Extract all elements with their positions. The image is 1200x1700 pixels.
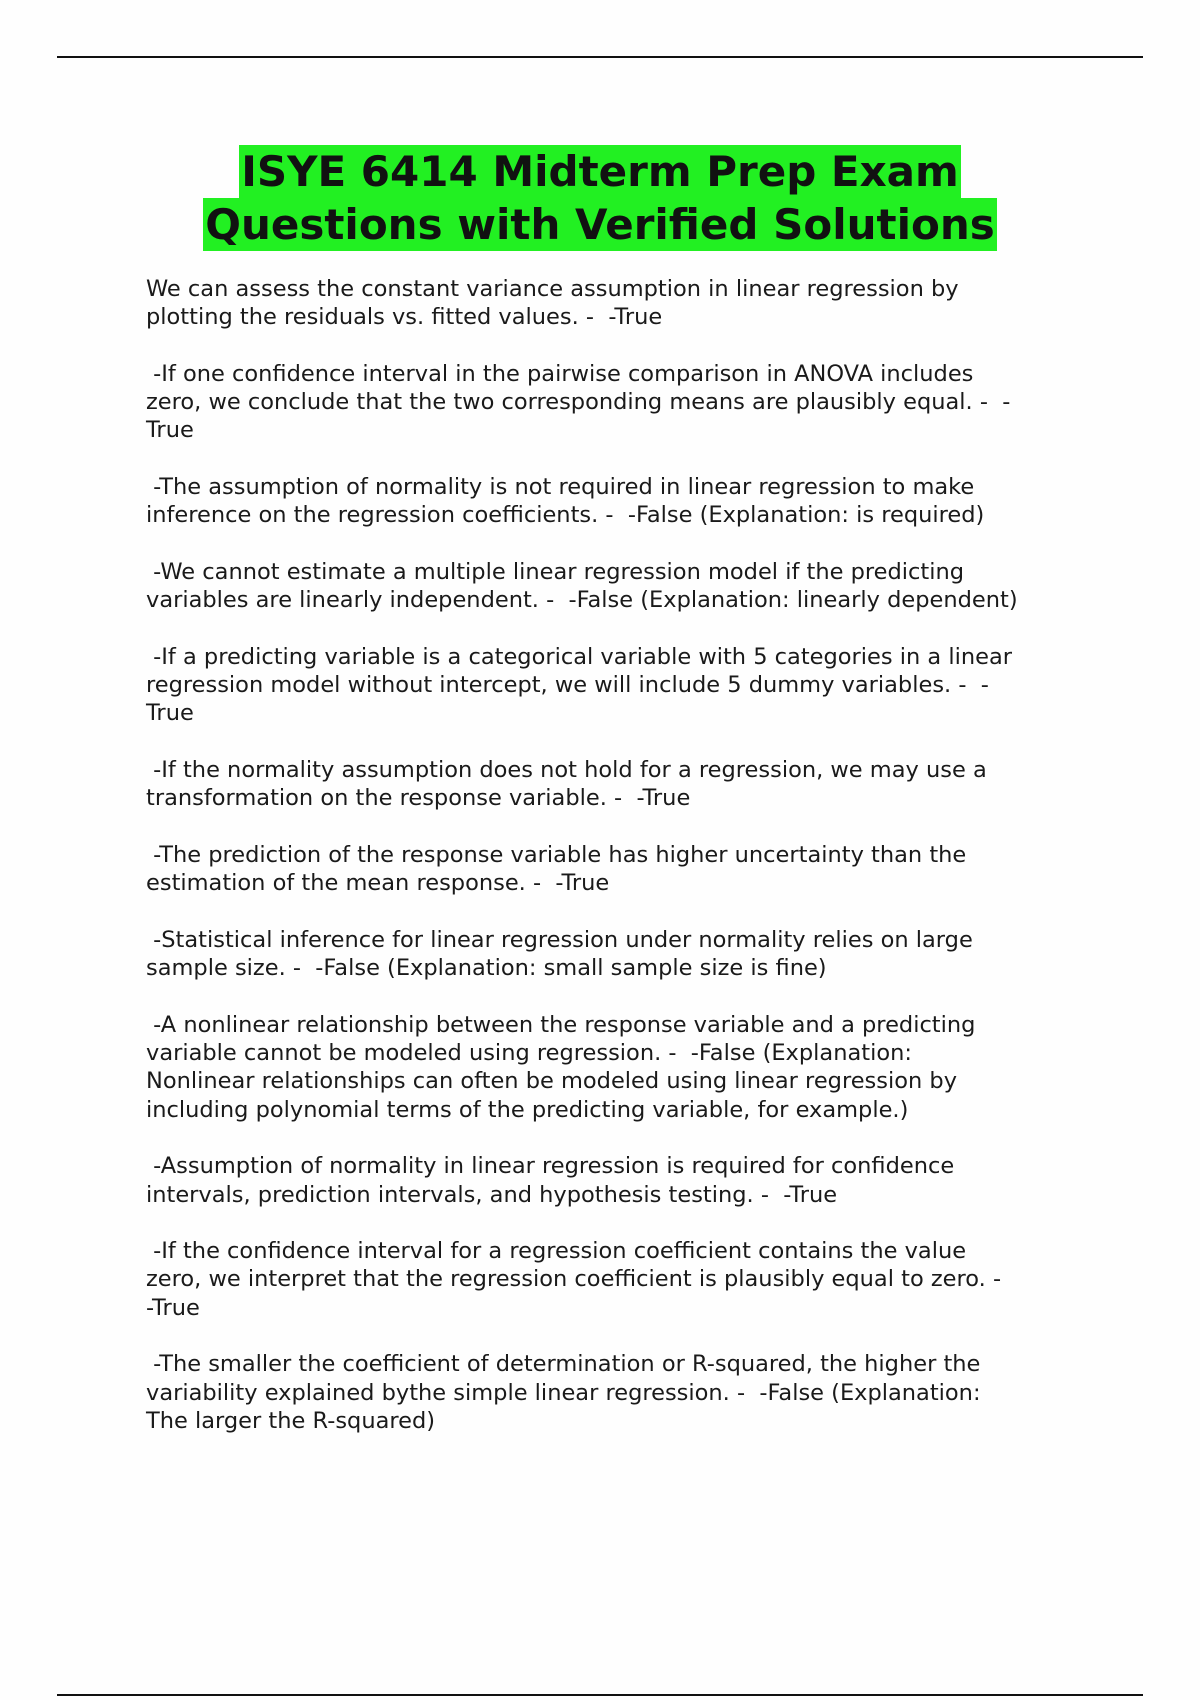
qa-line: -We cannot estimate a multiple linear regression model if the predicting: [146, 558, 965, 585]
qa-item: [146, 1350, 1096, 1435]
qa-line: We can assess the constant variance assumption in linear regression by: [146, 276, 959, 302]
qa-line: -Statistical inference for linear regression under normality relies on large: [146, 926, 973, 953]
title-line-1: ISYE 6414 Midterm Prep Exam: [241, 147, 959, 196]
qa-line: inference on the regression coefficients. - -False (Explanation: is required): [146, 502, 985, 529]
qa-item: [146, 360, 1096, 445]
qa-line: sample size. - -False (Explanation: small sample size is fine): [146, 955, 827, 982]
qa-line: estimation of the mean response. - -True: [146, 870, 610, 897]
qa-line: zero, we conclude that the two corresponding means are plausibly equal. - -: [146, 389, 1011, 416]
top-rule: [57, 56, 1143, 58]
qa-list: [146, 275, 1096, 1463]
qa-line: -The assumption of normality is not required in linear regression to make: [146, 474, 975, 501]
qa-item: [146, 756, 1096, 813]
qa-item: [146, 558, 1096, 615]
qa-line: zero, we interpret that the regression coefficient is plausibly equal to zero. -: [146, 1266, 1002, 1293]
qa-line: -Assumption of normality in linear regression is required for confidence: [146, 1153, 955, 1180]
bottom-rule: [57, 1694, 1143, 1696]
qa-line: -A nonlinear relationship between the response variable and a predicting: [146, 1011, 976, 1038]
qa-line: -If the normality assumption does not hold for a regression, we may use a: [146, 757, 987, 784]
qa-line: transformation on the response variable. - -True: [146, 785, 691, 812]
qa-line: including polynomial terms of the predicting variable, for example.): [146, 1096, 909, 1123]
qa-item: [146, 1237, 1096, 1322]
qa-line: True: [146, 417, 194, 444]
qa-line: -If a predicting variable is a categorical variable with 5 categories in a linear: [146, 643, 1013, 670]
title-line-2: Questions with Verified Solutions: [205, 200, 995, 249]
qa-line: plotting the residuals vs. fitted values. - -True: [146, 304, 663, 331]
qa-line: -The prediction of the response variable has higher uncertainty than the: [146, 841, 967, 868]
qa-line: -If one confidence interval in the pairwise comparison in ANOVA includes: [146, 360, 974, 387]
qa-line: Nonlinear relationships can often be modeled using linear regression by: [146, 1068, 958, 1095]
qa-line: -True: [146, 1294, 200, 1321]
qa-line: variability explained bythe simple linear regression. - -False (Explanation:: [146, 1379, 981, 1406]
page-title: [0, 145, 1200, 251]
qa-item: [146, 926, 1096, 983]
qa-item: [146, 275, 1096, 332]
qa-line: variables are linearly independent. - -False (Explanation: linearly dependent): [146, 587, 1018, 614]
qa-line: regression model without intercept, we will include 5 dummy variables. - -: [146, 672, 989, 699]
qa-item: [146, 643, 1096, 728]
qa-line: True: [146, 700, 194, 727]
qa-line: intervals, prediction intervals, and hypothesis testing. - -True: [146, 1181, 838, 1208]
qa-line: -If the confidence interval for a regression coefficient contains the value: [146, 1238, 967, 1265]
qa-item: [146, 1011, 1096, 1124]
qa-item: [146, 473, 1096, 530]
qa-line: The larger the R-squared): [146, 1407, 436, 1434]
qa-line: -The smaller the coefficient of determination or R-squared, the higher the: [146, 1351, 981, 1378]
qa-item: [146, 1152, 1096, 1209]
qa-item: [146, 841, 1096, 898]
qa-line: variable cannot be modeled using regression. - -False (Explanation:: [146, 1040, 912, 1067]
